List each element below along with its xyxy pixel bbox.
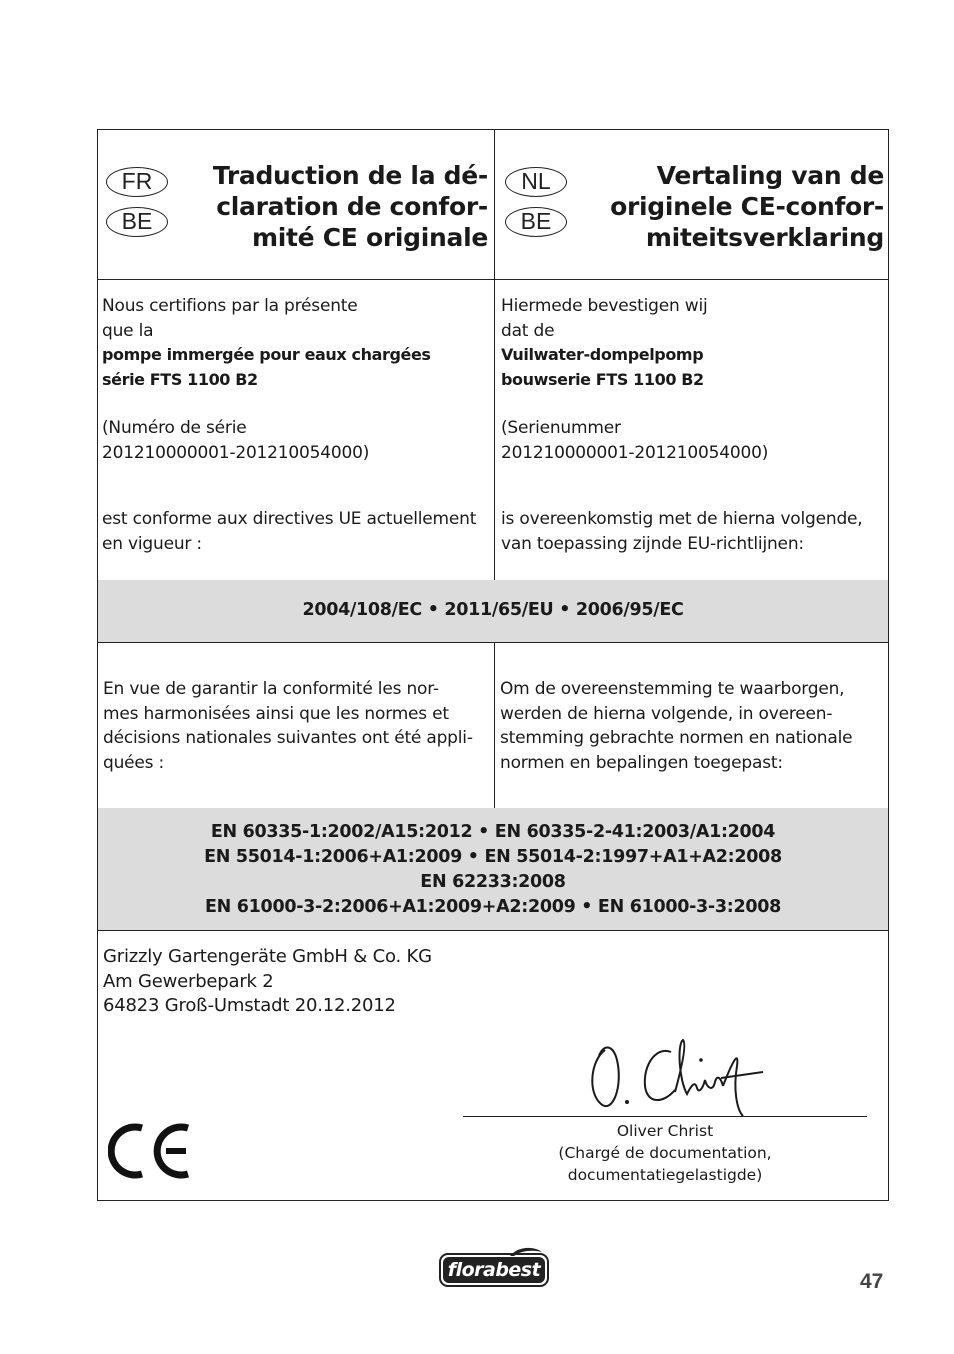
conform-nl-line: is overeenkomstig met de hierna volgende, [501,509,863,529]
divider [98,930,888,931]
norm-line: EN 55014-1:2006+A1:2009 • EN 55014-2:1997+A1+A2:2008 [204,847,782,867]
ce-mark-icon [108,1120,198,1182]
manufacturer-address [103,945,432,1019]
language-badge-be: BE [505,207,567,237]
norms-intro-nl-line: stemming gebrachte normen en nationale [500,728,853,748]
page-number: 47 [860,1270,884,1293]
directives-band [98,580,888,642]
header-title-fr-line: Traduction de la dé- [212,161,488,190]
conform-fr-line: est conforme aux directives UE actuellement [102,509,477,529]
header-title-nl-line: miteitsverklaring [645,223,884,252]
serial-label-fr: (Numéro de série [102,418,247,438]
norms-intro-fr-line: quées : [103,752,165,773]
norms-intro-divider [494,642,495,808]
header-title-fr-line: mité CE originale [252,223,488,252]
header-title-fr [178,160,488,253]
norms-intro-nl-line: werden de hierna volgende, in overeen- [500,703,833,724]
conform-fr [102,507,476,556]
header-title-nl-line: originele CE-confor- [610,192,884,221]
norms-band [98,808,888,930]
intro-nl-line: dat de [501,320,555,341]
signatory-block [463,1120,867,1186]
product-series-nl: bouwserie FTS 1100 B2 [501,369,704,389]
language-badge-be: BE [106,207,168,237]
product-series-fr: série FTS 1100 B2 [102,369,258,389]
serial-range-nl: 201210000001-201210054000) [501,442,769,463]
florabest-logo-text: florabest [447,1259,541,1281]
norms-intro-nl-line: normen en bepalingen toegepast: [500,752,783,773]
header-divider [494,130,495,279]
conform-nl [501,507,863,556]
language-badge-nl: NL [505,167,567,197]
city-date: 64823 Groß-Umstadt 20.12.2012 [103,995,396,1016]
declaration-table [97,129,889,1201]
conform-fr-line: en vigueur : [102,533,202,554]
norm-line: EN 62233:2008 [420,872,566,892]
norms-intro-fr-line: décisions nationales suivantes ont été appli- [103,728,473,748]
norms-intro-nl [500,677,852,775]
serial-range-fr: 201210000001-201210054000) [102,442,370,463]
signatory-role: documentatiegelastigde) [567,1166,763,1184]
product-name-nl: Vuilwater-dompelpomp [501,345,704,364]
handwritten-signature [583,1030,773,1120]
signature-line [463,1116,867,1117]
header-title-nl [578,160,884,253]
directives-list: 2004/108/EC • 2011/65/EU • 2006/95/EC [302,600,684,620]
norms-intro-fr [103,677,473,775]
divider [98,279,888,280]
florabest-logo [438,1244,550,1288]
divider [98,642,888,643]
intro-fr-line: Nous certifions par la présente [102,296,358,316]
intro-nl-line: Hiermede bevestigen wij [501,296,708,316]
serial-label-nl: (Serienummer [501,418,621,438]
intro-divider [494,279,495,580]
intro-fr-line: que la [102,320,154,341]
norms-intro-fr-line: En vue de garantir la conformité les nor- [103,679,439,699]
conform-nl-line: van toepassing zijnde EU-richtlijnen: [501,533,804,554]
signatory-name: Oliver Christ [616,1122,714,1140]
header-title-nl-line: Vertaling van de [656,161,884,190]
product-name-fr: pompe immergée pour eaux chargées [102,345,431,364]
company-name: Grizzly Gartengeräte GmbH & Co. KG [103,946,432,967]
norm-line: EN 60335-1:2002/A15:2012 • EN 60335-2-41:2003/A1:2004 [210,822,776,842]
street: Am Gewerbepark 2 [103,970,274,992]
language-badge-fr: FR [106,167,168,197]
norms-intro-fr-line: mes harmonisées ainsi que les normes et [103,703,449,724]
intro-nl [501,294,768,465]
header-title-fr-line: claration de confor- [216,192,488,221]
intro-fr [102,294,431,465]
norm-line: EN 61000-3-2:2006+A1:2009+A2:2009 • EN 61000-3-3:2008 [205,897,781,917]
signatory-role: (Chargé de documentation, [558,1144,772,1162]
norms-intro-nl-line: Om de overeenstemming te waarborgen, [500,679,845,699]
